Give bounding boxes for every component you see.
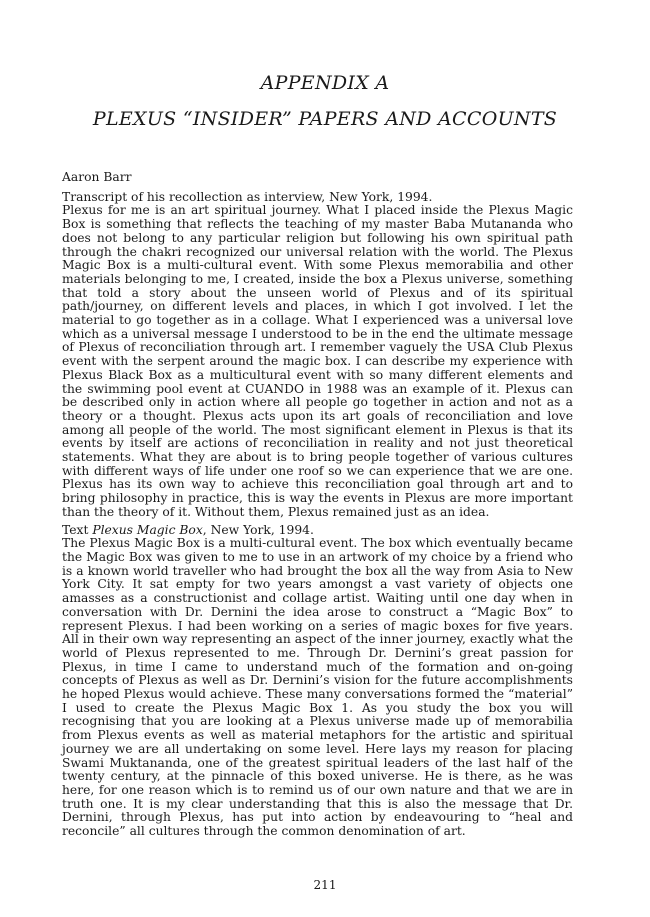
author-name: Aaron Barr [62, 170, 132, 184]
source-suffix: , New York, 1994. [202, 522, 314, 537]
page-number: 211 [313, 878, 337, 892]
magic-box-text: The Plexus Magic Box is a multi-cultural event. The box which eventually became the Magic Box was given to me to use in an artwork of my choice by a friend who is a known world traveller who had brought the box all the way from Asia to New York City. It sat empty for two years amongst a vast variety of objects one amasses as a constructionist and collage artist. Waiting until one day when in conversation with Dr. Dernini the idea arose to construct a “Magic Box” to represent Plexus. I had been working on a series of magic boxes for five years. All in their own way representing an aspect of the inner journey, exactly what the world of Plexus represented to me. Through Dr. Dernini’s great passion for Plexus, in time I came to understand much of the formation and on-going concepts of Plexus as well as Dr. Dernini’s vision for the future accomplishments he hoped Plexus would achieve. These many conversations formed the “material” I used to create the Plexus Magic Box 1. As you study the box you will recognising that you are looking at a Plexus universe made up of memorabilia from Plexus events as well as material metaphors for the artistic and spiritual journey we are all undertaking on some level. Here lays my reason for placing Swami Muktananda, one of the greatest spiritual leaders of the last half of the twenty century, at the pinnacle of this boxed universe. He is there, as he was here, for one reason which is to remind us of our own nature and that we are in truth one. It is my clear understanding that this is also the message that Dr. Dernini, through Plexus, has put into action by endeavouring to “heal and reconcile” all cultures through the common denomination of art. [62, 536, 573, 839]
interview-text: Plexus for me is an art spiritual journey. What I placed inside the Plexus Magic Box is something that reflects the teaching of my master Baba Mutananda who does not belong to any particular religion but following his own spiritual path through the chakri recognized our universal relation with the world. The Plexus Magic Box is a multi-cultural event. With some Plexus memorabilia and other materials belonging to me, I created, inside the box a Plexus universe, something that told a story about the unseen world of Plexus and of its spiritual path/journey, on different levels and places, in which I got involved. I let the material to go together as in a collage. What I experienced was a universal love which as a universal message I understood to be in the end the ultimate message of Plexus of reconciliation through art. I remember vaguely the USA Club Plexus event with the serpent around the magic box. I can describe my experience with Plexus Black Box as a multicultural event with so many different elements and the swimming pool event at CUANDO in 1988 was an example of it. Plexus can be described only in action where all people go together in action and not as a theory or a thought. Plexus acts upon its art goals of reconciliation and love among all people of the world. The most significant element in Plexus is that its events by itself are actions of reconciliation in reality and not just theoretical statements. What they are about is to bring people together of various cultures with different ways of life under one roof so we can experience that we are one. Plexus has its own way to achieve this reconciliation goal through art and to bring philosophy in practice, this is way the events in Plexus are more important than the theory of it. Without them, Plexus remained just as an idea. [62, 203, 573, 519]
magic-box-section [62, 524, 573, 839]
document-body [62, 171, 573, 843]
interview-source: Transcript of his recollection as interview, New York, 1994. [62, 189, 433, 204]
interview-section [62, 191, 573, 520]
source-prefix: Text [62, 522, 93, 537]
source-title: Plexus Magic Box [92, 522, 203, 537]
magic-box-source [62, 524, 573, 538]
appendix-title: APPENDIX A [260, 72, 390, 94]
appendix-subtitle: PLEXUS “INSIDER” PAPERS AND ACCOUNTS [92, 108, 558, 130]
